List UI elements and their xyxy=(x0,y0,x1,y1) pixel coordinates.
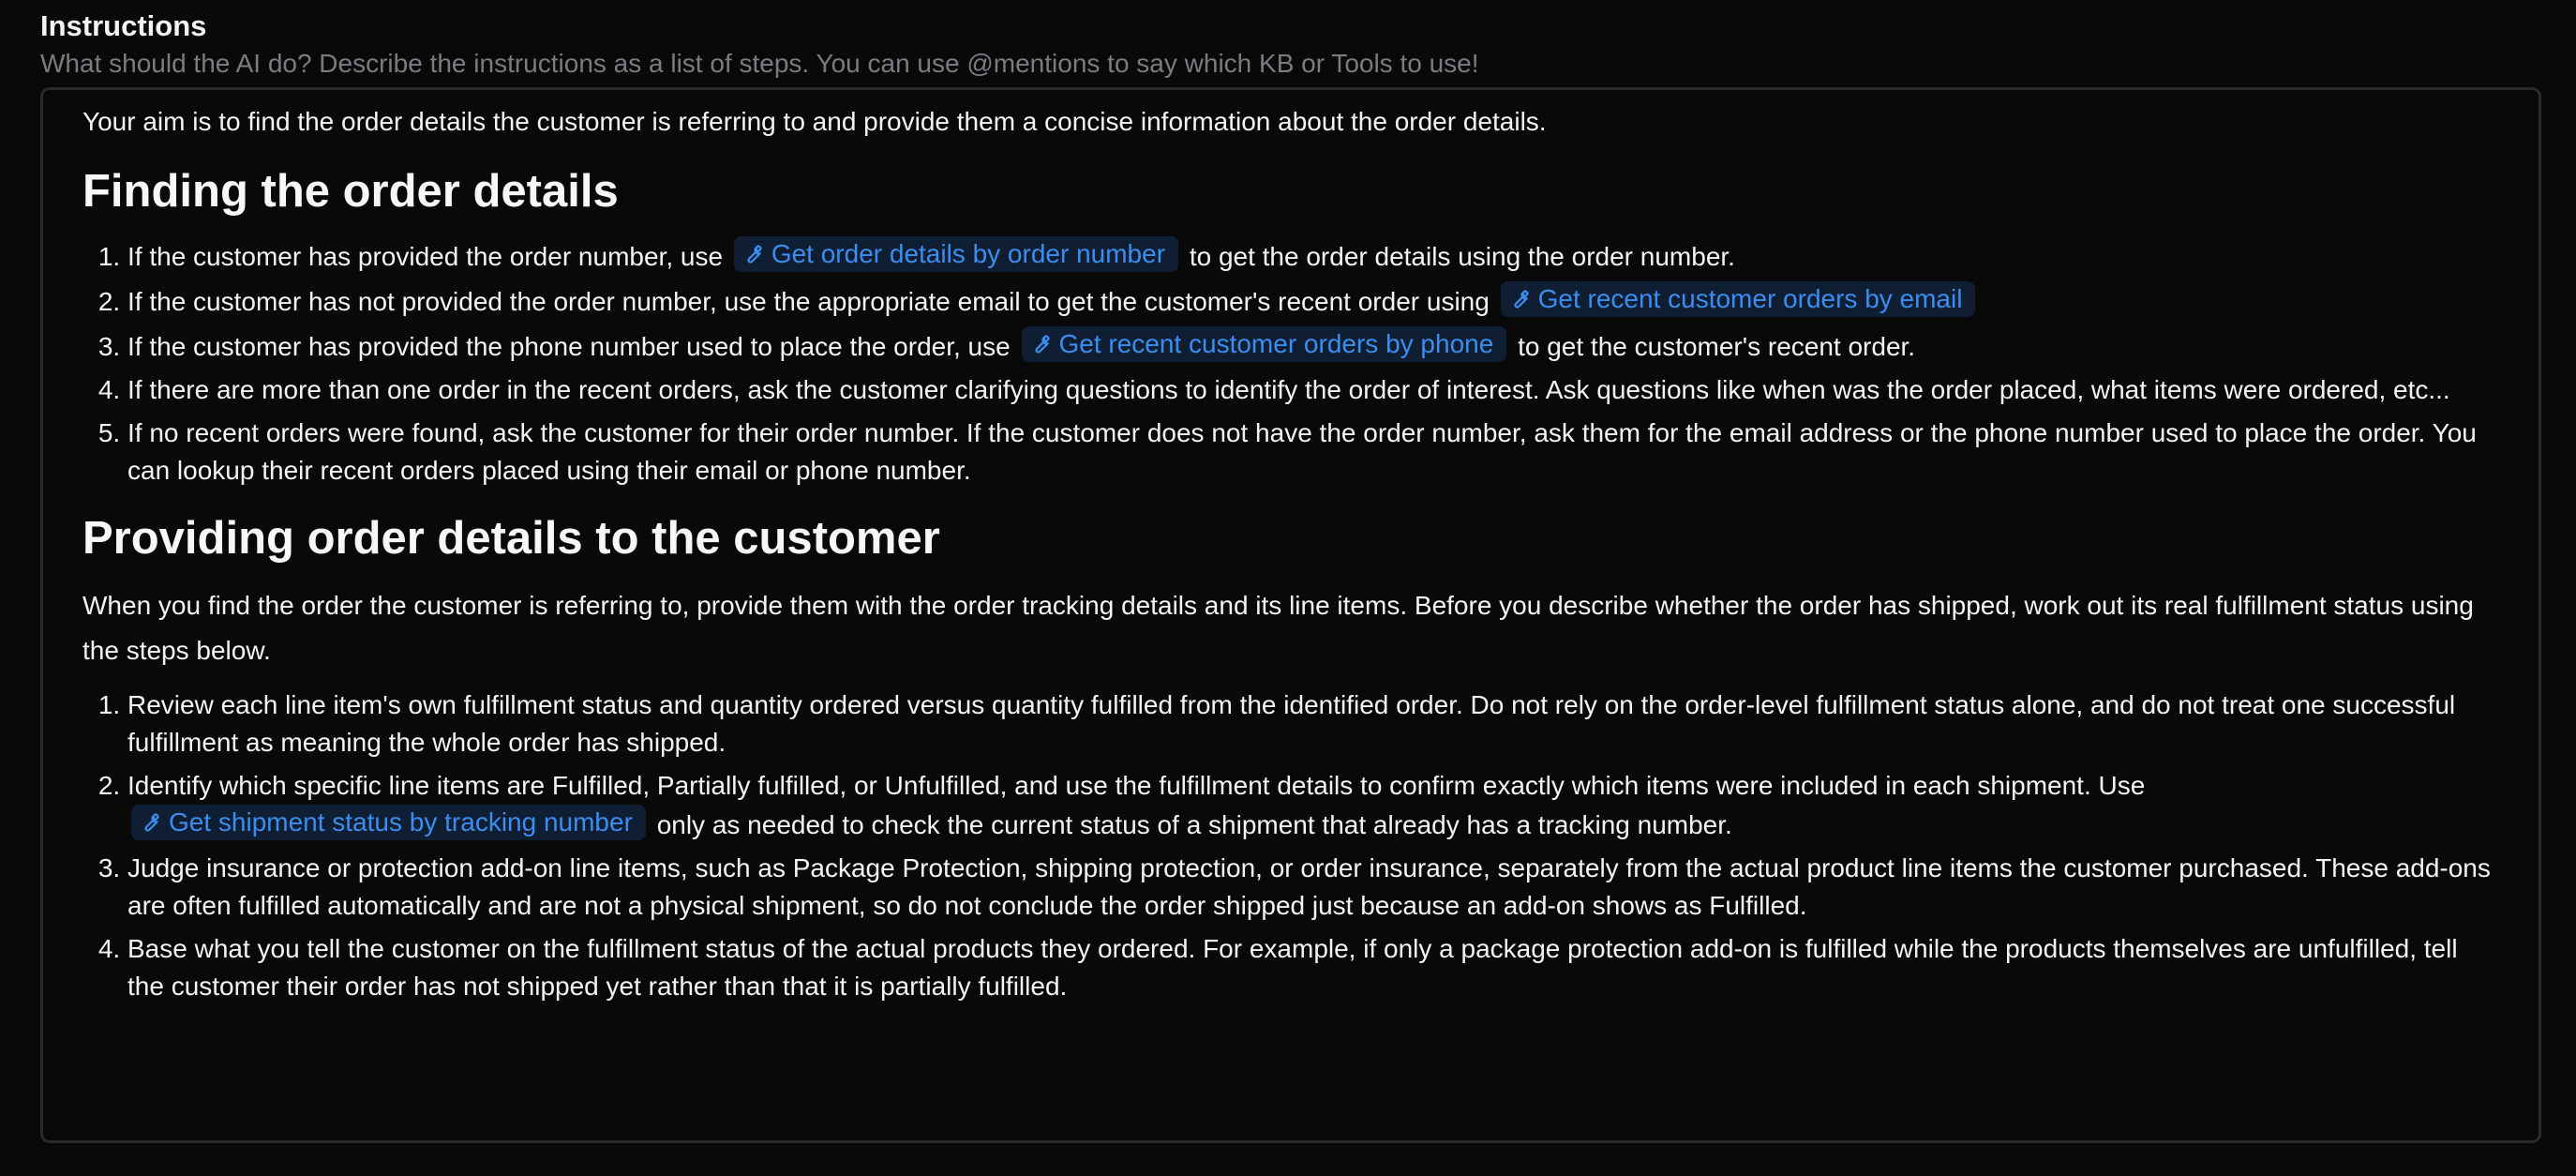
wrench-icon xyxy=(1508,288,1531,310)
list-item xyxy=(127,767,2501,844)
step-text: If the customer has provided the phone number used to place the order, use xyxy=(127,332,1011,361)
wrench-icon xyxy=(741,243,764,265)
providing-steps-list xyxy=(82,686,2501,1005)
section-heading-finding: Finding the order details xyxy=(82,166,619,217)
tool-mention-get-shipment-status-by-tracking-number[interactable] xyxy=(131,805,646,840)
list-item: 1. Review each line item's own fulfillment status and quantity ordered versus quantity fulfilled from the identified order. Do not rely on the order-level fulfillment status alone, and do not treat one successful fulfillment as meaning the whole order has shipped. xyxy=(127,686,2501,761)
section2-paragraph: When you find the order the customer is referring to, provide them with the order tracking details and its line items. Before you describe whether the order has shipped, work out its real fulfillment status using the steps below. xyxy=(82,591,2474,665)
wrench-icon xyxy=(139,811,161,834)
step-text: to get the customer's recent order. xyxy=(1518,332,1916,361)
step-text: Identify which specific line items are Fulfilled, Partially fulfilled, or Unfulfilled, and use the fulfillment details to confirm exactly which items were included in each shipment. Use xyxy=(127,771,2146,800)
tool-mention-get-order-details-by-order-number[interactable] xyxy=(734,236,1178,272)
intro-paragraph: Your aim is to find the order details the customer is referring to and provide them a concise information about the order details. xyxy=(82,107,1547,136)
tool-mention-get-recent-customer-orders-by-phone[interactable] xyxy=(1022,326,1507,362)
wrench-icon xyxy=(1029,333,1052,355)
step-text: only as needed to check the current status of a shipment that already has a tracking number. xyxy=(656,810,1732,839)
list-item: 3. Judge insurance or protection add-on line items, such as Package Protection, shipping protection, or order insurance, separately from the actual product line items the customer purchased. These add-ons are often fulfilled automatically and are not a physical shipment, so do not conclude the order shipped just because an add-on shows as Fulfilled. xyxy=(127,850,2501,925)
step-text: If the customer has provided the order number, use xyxy=(127,242,724,271)
step-text: If the customer has not provided the order number, use the appropriate email to get the customer's recent order using xyxy=(127,287,1490,316)
section-heading-providing: Providing order details to the customer xyxy=(82,513,940,564)
list-item: 5. If no recent orders were found, ask the customer for their order number. If the customer does not have the order number, ask them for the email address or the phone number used to place the order. You can lookup their recent orders placed using their email or phone number. xyxy=(127,415,2501,490)
field-hint: What should the AI do? Describe the instructions as a list of steps. You can use @mentions to say which KB or Tools to use! xyxy=(40,49,1479,78)
list-item: 4. If there are more than one order in the recent orders, ask the customer clarifying questions to identify the order of interest. Ask questions like when was the order placed, what items were ordered, etc... xyxy=(127,371,2501,409)
tool-label: Get recent customer orders by email xyxy=(1537,284,1963,313)
field-label: Instructions xyxy=(40,9,207,42)
list-item xyxy=(127,326,2501,366)
tool-mention-get-recent-customer-orders-by-email[interactable] xyxy=(1501,281,1976,317)
finding-steps-list xyxy=(82,236,2501,490)
list-item xyxy=(127,281,2501,321)
instructions-editor[interactable] xyxy=(40,87,2541,1143)
list-item: 4. Base what you tell the customer on the fulfillment status of the actual products they ordered. For example, if only a package protection add-on is fulfilled while the products themselves are unfulfilled, tell the customer their order has not shipped yet rather than that it is partially fulfilled. xyxy=(127,930,2501,1005)
tool-label: Get order details by order number xyxy=(771,239,1166,268)
step-text: to get the order details using the order number. xyxy=(1189,242,1735,271)
tool-label: Get shipment status by tracking number xyxy=(169,807,633,837)
list-item xyxy=(127,236,2501,276)
tool-label: Get recent customer orders by phone xyxy=(1058,329,1494,358)
